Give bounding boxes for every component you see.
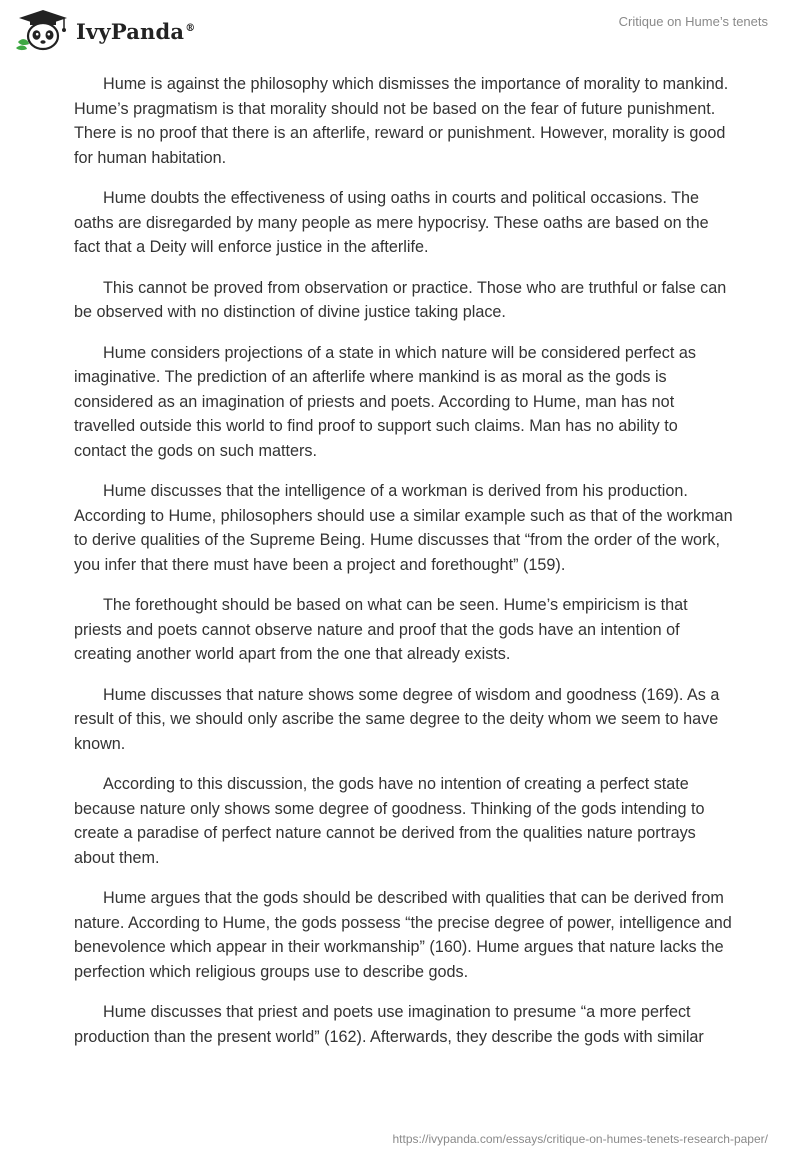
paragraph: Hume discusses that the intelligence of a workman is derived from his production. According to Hume, philosophers should use a similar example such as that of the workman to derive qualities of the Supreme Being. Hume discusses that “from the order of the work, you infer that there must have been a project and forethought” (159). [74,482,733,574]
paragraph: The forethought should be based on what can be seen. Hume’s empiricism is that priests and poets cannot observe nature and proof that the gods have an intention of creating another world apart from the one that already exists. [74,596,688,663]
paragraph: Hume argues that the gods should be described with qualities that can be derived from nature. According to Hume, the gods possess “the precise degree of power, intelligence and benevolence which appear in their workmanship” (160). Hume argues that nature lacks the perfection which religious groups use to describe gods. [74,889,732,981]
page-header [0,0,800,70]
paragraph: Hume is against the philosophy which dismisses the importance of morality to mankind. Hume’s pragmatism is that morality should not be based on the fear of future punishment. There is no proof that there is an afterlife, reward or punishment. However, morality is good for human habitation. [74,75,729,167]
document-title: Critique on Hume’s tenets [618,14,768,29]
ivypanda-logo[interactable] [14,8,195,52]
essay-body [74,72,734,1065]
source-url[interactable]: https://ivypanda.com/essays/critique-on-humes-tenets-research-paper/ [392,1132,768,1146]
paragraph: Hume discusses that nature shows some degree of wisdom and goodness (169). As a result of this, we should only ascribe the same degree to the deity whom we seem to have known. [74,685,720,753]
paragraph: Hume doubts the effectiveness of using oaths in courts and political occasions. The oaths are disregarded by many people as mere hypocrisy. These oaths are based on the fact that a Deity will enforce justice in the afterlife. [74,189,709,256]
registered-mark: ® [185,22,196,34]
paragraph: Hume discusses that priest and poets use imagination to presume “a more perfect production than the present world” (162). Afterwards, they describe the gods with similar [74,1003,704,1046]
paragraph: According to this discussion, the gods have no intention of creating a perfect state because nature only shows some degree of goodness. Thinking of the gods intending to create a paradise of perfect nature cannot be derived from the qualities nature portrays about them. [74,775,705,867]
panda-graduation-cap-icon [14,8,72,52]
paragraph: This cannot be proved from observation or practice. Those who are truthful or false can be observed with no distinction of divine justice taking place. [74,278,727,321]
paragraph: Hume considers projections of a state in which nature will be considered perfect as imaginative. The prediction of an afterlife where mankind is as moral as the gods is considered as an imagination of priests and poets. According to Hume, man has not travelled outside this world to find proof to support such claims. Man has no ability to contact the gods on such matters. [74,343,696,460]
brand-name: IvyPanda® [76,18,196,44]
